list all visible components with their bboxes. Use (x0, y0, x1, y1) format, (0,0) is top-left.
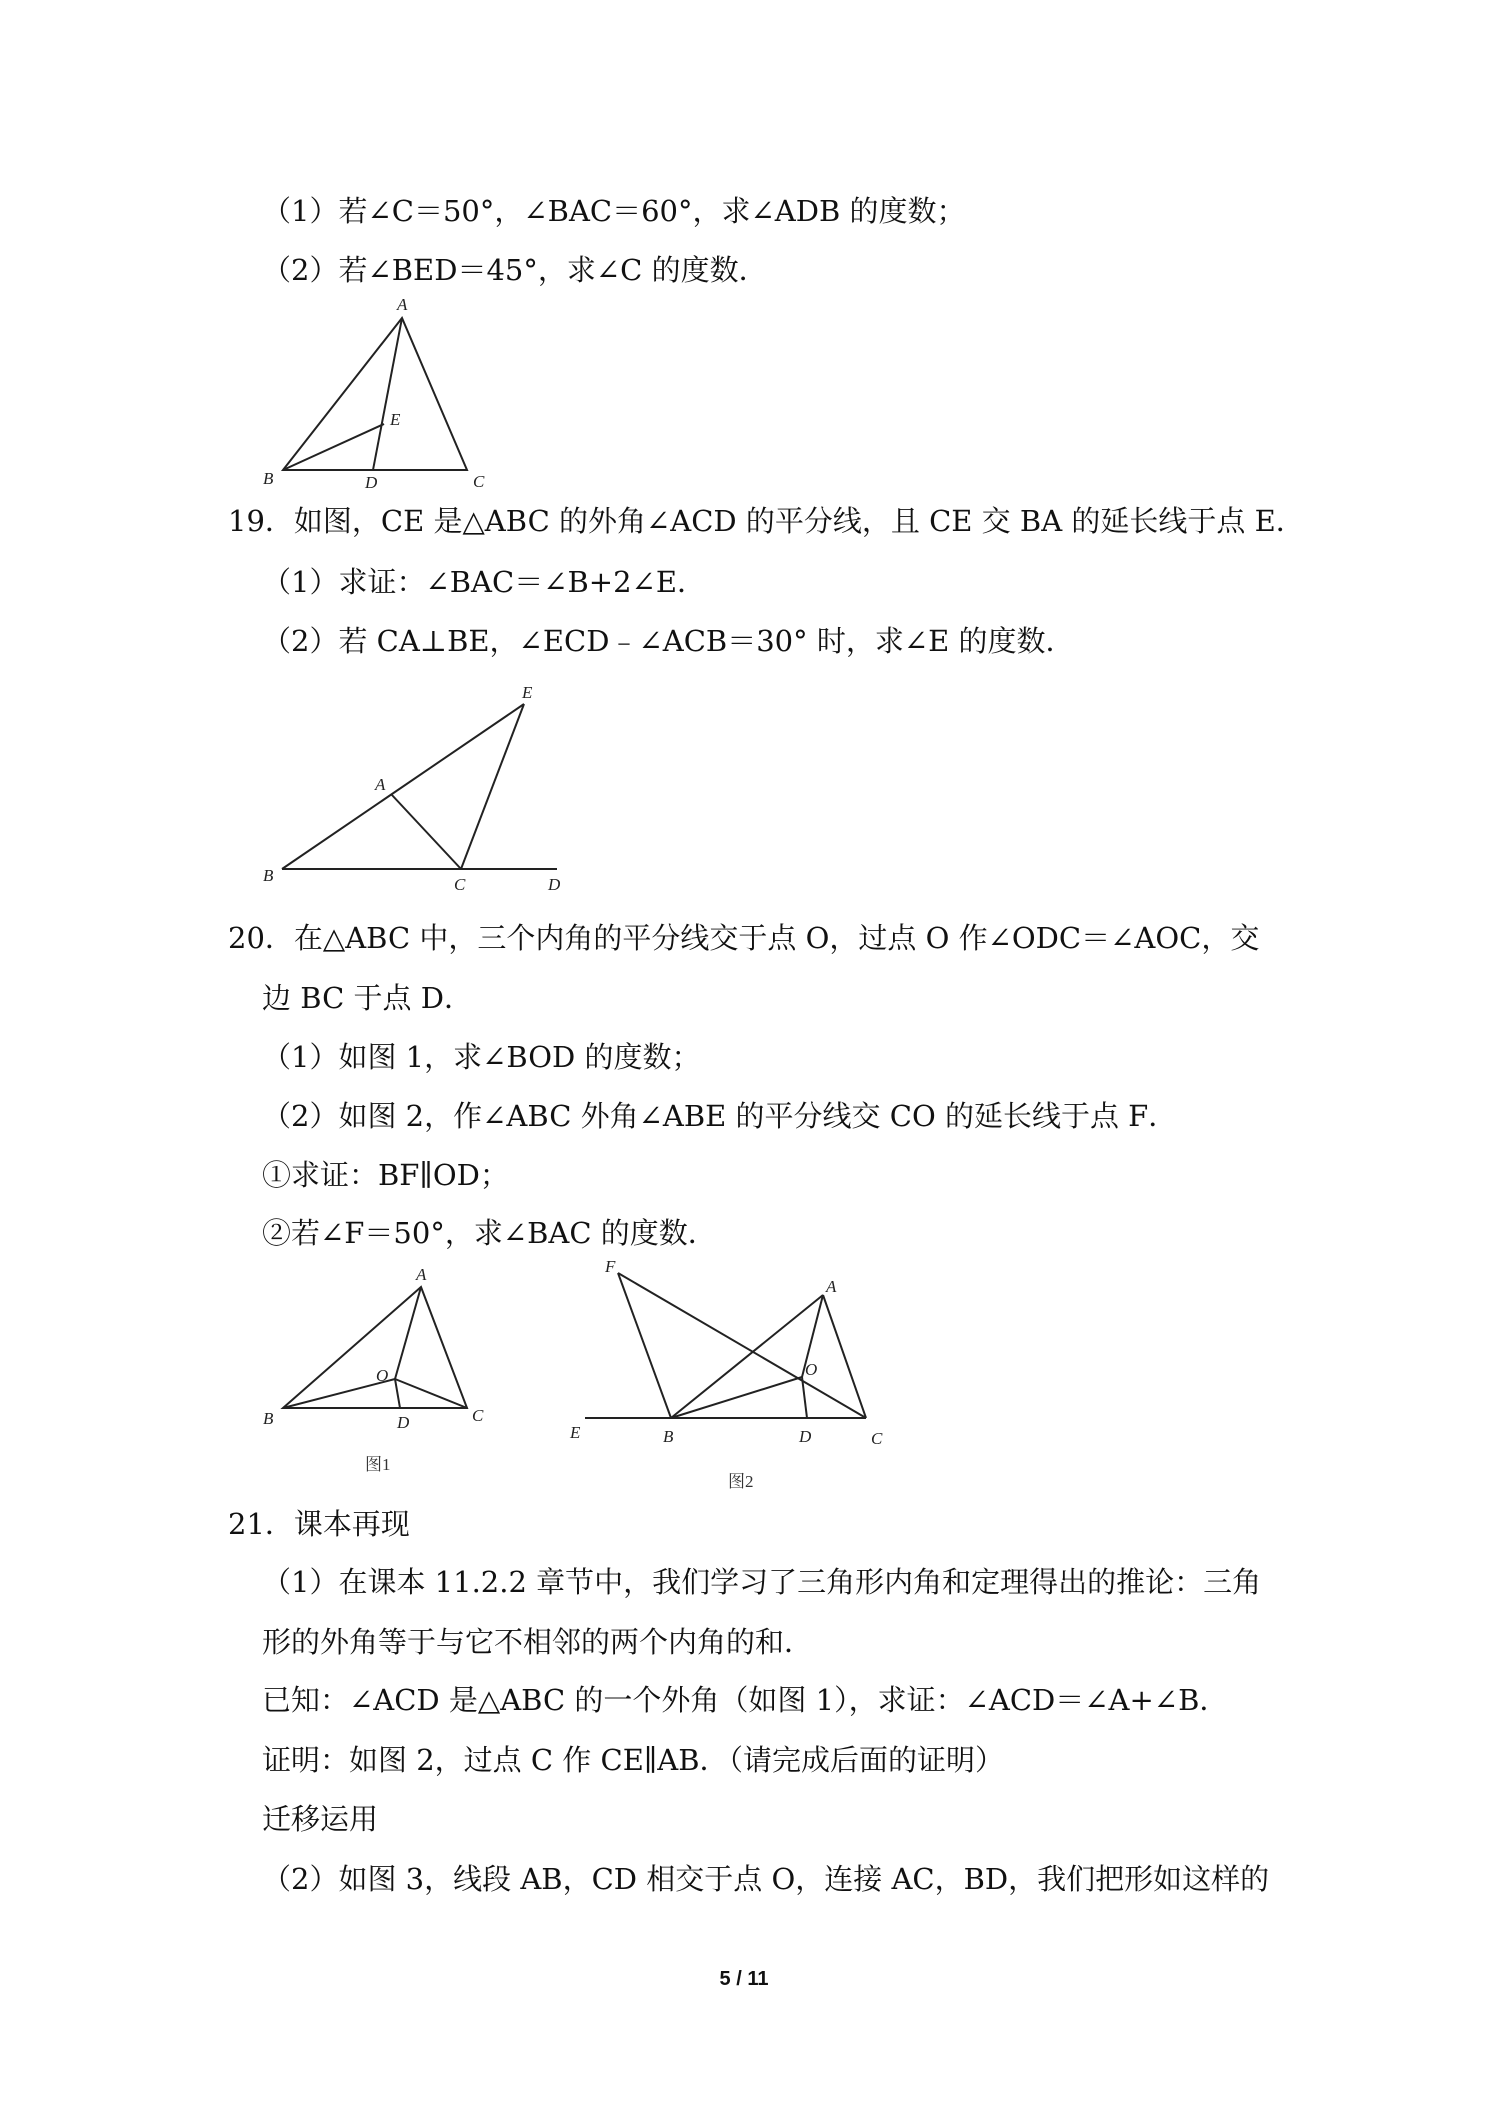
q18-label-d: D (365, 473, 378, 492)
q20-figure-2 (570, 1255, 895, 1455)
q20-stem-line1: 20．在△ABC 中，三个内角的平分线交于点 O，过点 O 作∠ODC＝∠AOC，交 (228, 921, 1260, 955)
q19-label-e: E (522, 683, 533, 702)
q19-segment-be (282, 704, 524, 869)
q20-fig1-segment-od (395, 1379, 400, 1408)
q20-fig2-caption: 图2 (728, 1472, 754, 1491)
q19-segment-ac (391, 794, 461, 869)
q19-label-a: A (375, 775, 386, 794)
q20-fig2-label-o: O (805, 1360, 818, 1379)
q20-fig2-segment-fb (618, 1273, 671, 1418)
q20-fig1-label-c: C (472, 1406, 484, 1425)
q19-part1: （1）求证：∠BAC＝∠B+2∠E． (262, 565, 707, 599)
q20-fig1-triangle (283, 1287, 467, 1408)
q20-fig1-segment-oc (395, 1379, 467, 1408)
q20-sub2: ②若∠F＝50°，求∠BAC 的度数． (262, 1216, 717, 1250)
q18-label-c: C (473, 472, 485, 491)
q20-fig2-label-d: D (799, 1427, 812, 1446)
q20-fig1-segment-ao (395, 1287, 421, 1379)
q18-label-e: E (390, 410, 401, 429)
q19-label-b: B (263, 866, 274, 885)
q20-stem-line2: 边 BC 于点 D． (262, 981, 473, 1015)
q21-part1-line2: 形的外角等于与它不相邻的两个内角的和． (262, 1625, 814, 1659)
q20-part2: （2）如图 2，作∠ABC 外角∠ABE 的平分线交 CO 的延长线于点 F． (262, 1099, 1178, 1133)
q19-label-d: D (548, 875, 561, 894)
q19-figure (260, 680, 580, 900)
q21-title: 21．课本再现 (228, 1507, 410, 1541)
q20-fig2-label-b: B (663, 1427, 674, 1446)
q18-part2: （2）若∠BED＝45°，求∠C 的度数． (262, 253, 768, 287)
q19-stem: 19．如图，CE 是△ABC 的外角∠ACD 的平分线，且 CE 交 BA 的延长线于点 E． (228, 504, 1305, 538)
q18-label-b: B (263, 469, 274, 488)
page-number: 5 / 11 (719, 1968, 769, 1990)
q21-given: 已知：∠ACD 是△ABC 的一个外角（如图 1），求证：∠ACD＝∠A+∠B． (262, 1683, 1229, 1717)
q20-fig1-label-d: D (397, 1413, 410, 1432)
q20-fig2-label-a: A (826, 1277, 837, 1296)
q20-fig1-label-o: O (376, 1366, 389, 1385)
q20-fig2-segment-ac (823, 1295, 866, 1418)
q20-fig2-label-c: C (871, 1429, 883, 1448)
q21-transfer: 迁移运用 (262, 1802, 379, 1836)
q19-segment-ce (461, 704, 524, 869)
q18-segment-be (283, 424, 384, 470)
q20-sub1: ①求证：BF∥OD； (262, 1158, 509, 1192)
q18-segment-ad (373, 318, 402, 470)
q20-fig1-label-a: A (416, 1265, 427, 1284)
q21-part2-line1: （2）如图 3，线段 AB，CD 相交于点 O，连接 AC，BD，我们把形如这样的 (262, 1862, 1270, 1896)
q18-triangle-abc (283, 318, 467, 470)
q20-fig1-label-b: B (263, 1409, 274, 1428)
q19-part2: （2）若 CA⊥BE，∠ECD﹣∠ACB＝30° 时，求∠E 的度数． (262, 624, 1075, 658)
q18-label-a: A (397, 295, 408, 314)
q20-fig2-segment-ab (671, 1295, 823, 1418)
q18-figure (260, 295, 500, 495)
q20-fig1-caption: 图1 (365, 1455, 391, 1474)
q21-proof: 证明：如图 2，过点 C 作 CE∥AB．（请完成后面的证明） (262, 1743, 1005, 1777)
q20-figure-1 (260, 1265, 500, 1465)
q20-fig2-segment-bo (671, 1377, 802, 1418)
q20-fig2-label-f: F (605, 1257, 616, 1276)
q20-fig2-label-e: E (570, 1423, 581, 1442)
q19-label-c: C (454, 875, 466, 894)
q18-part1: （1）若∠C＝50°，∠BAC＝60°，求∠ADB 的度数； (262, 194, 966, 228)
q21-part1-line1: （1）在课本 11.2.2 章节中，我们学习了三角形内角和定理得出的推论：三角 (262, 1565, 1262, 1599)
q20-part1: （1）如图 1，求∠BOD 的度数； (262, 1040, 701, 1074)
